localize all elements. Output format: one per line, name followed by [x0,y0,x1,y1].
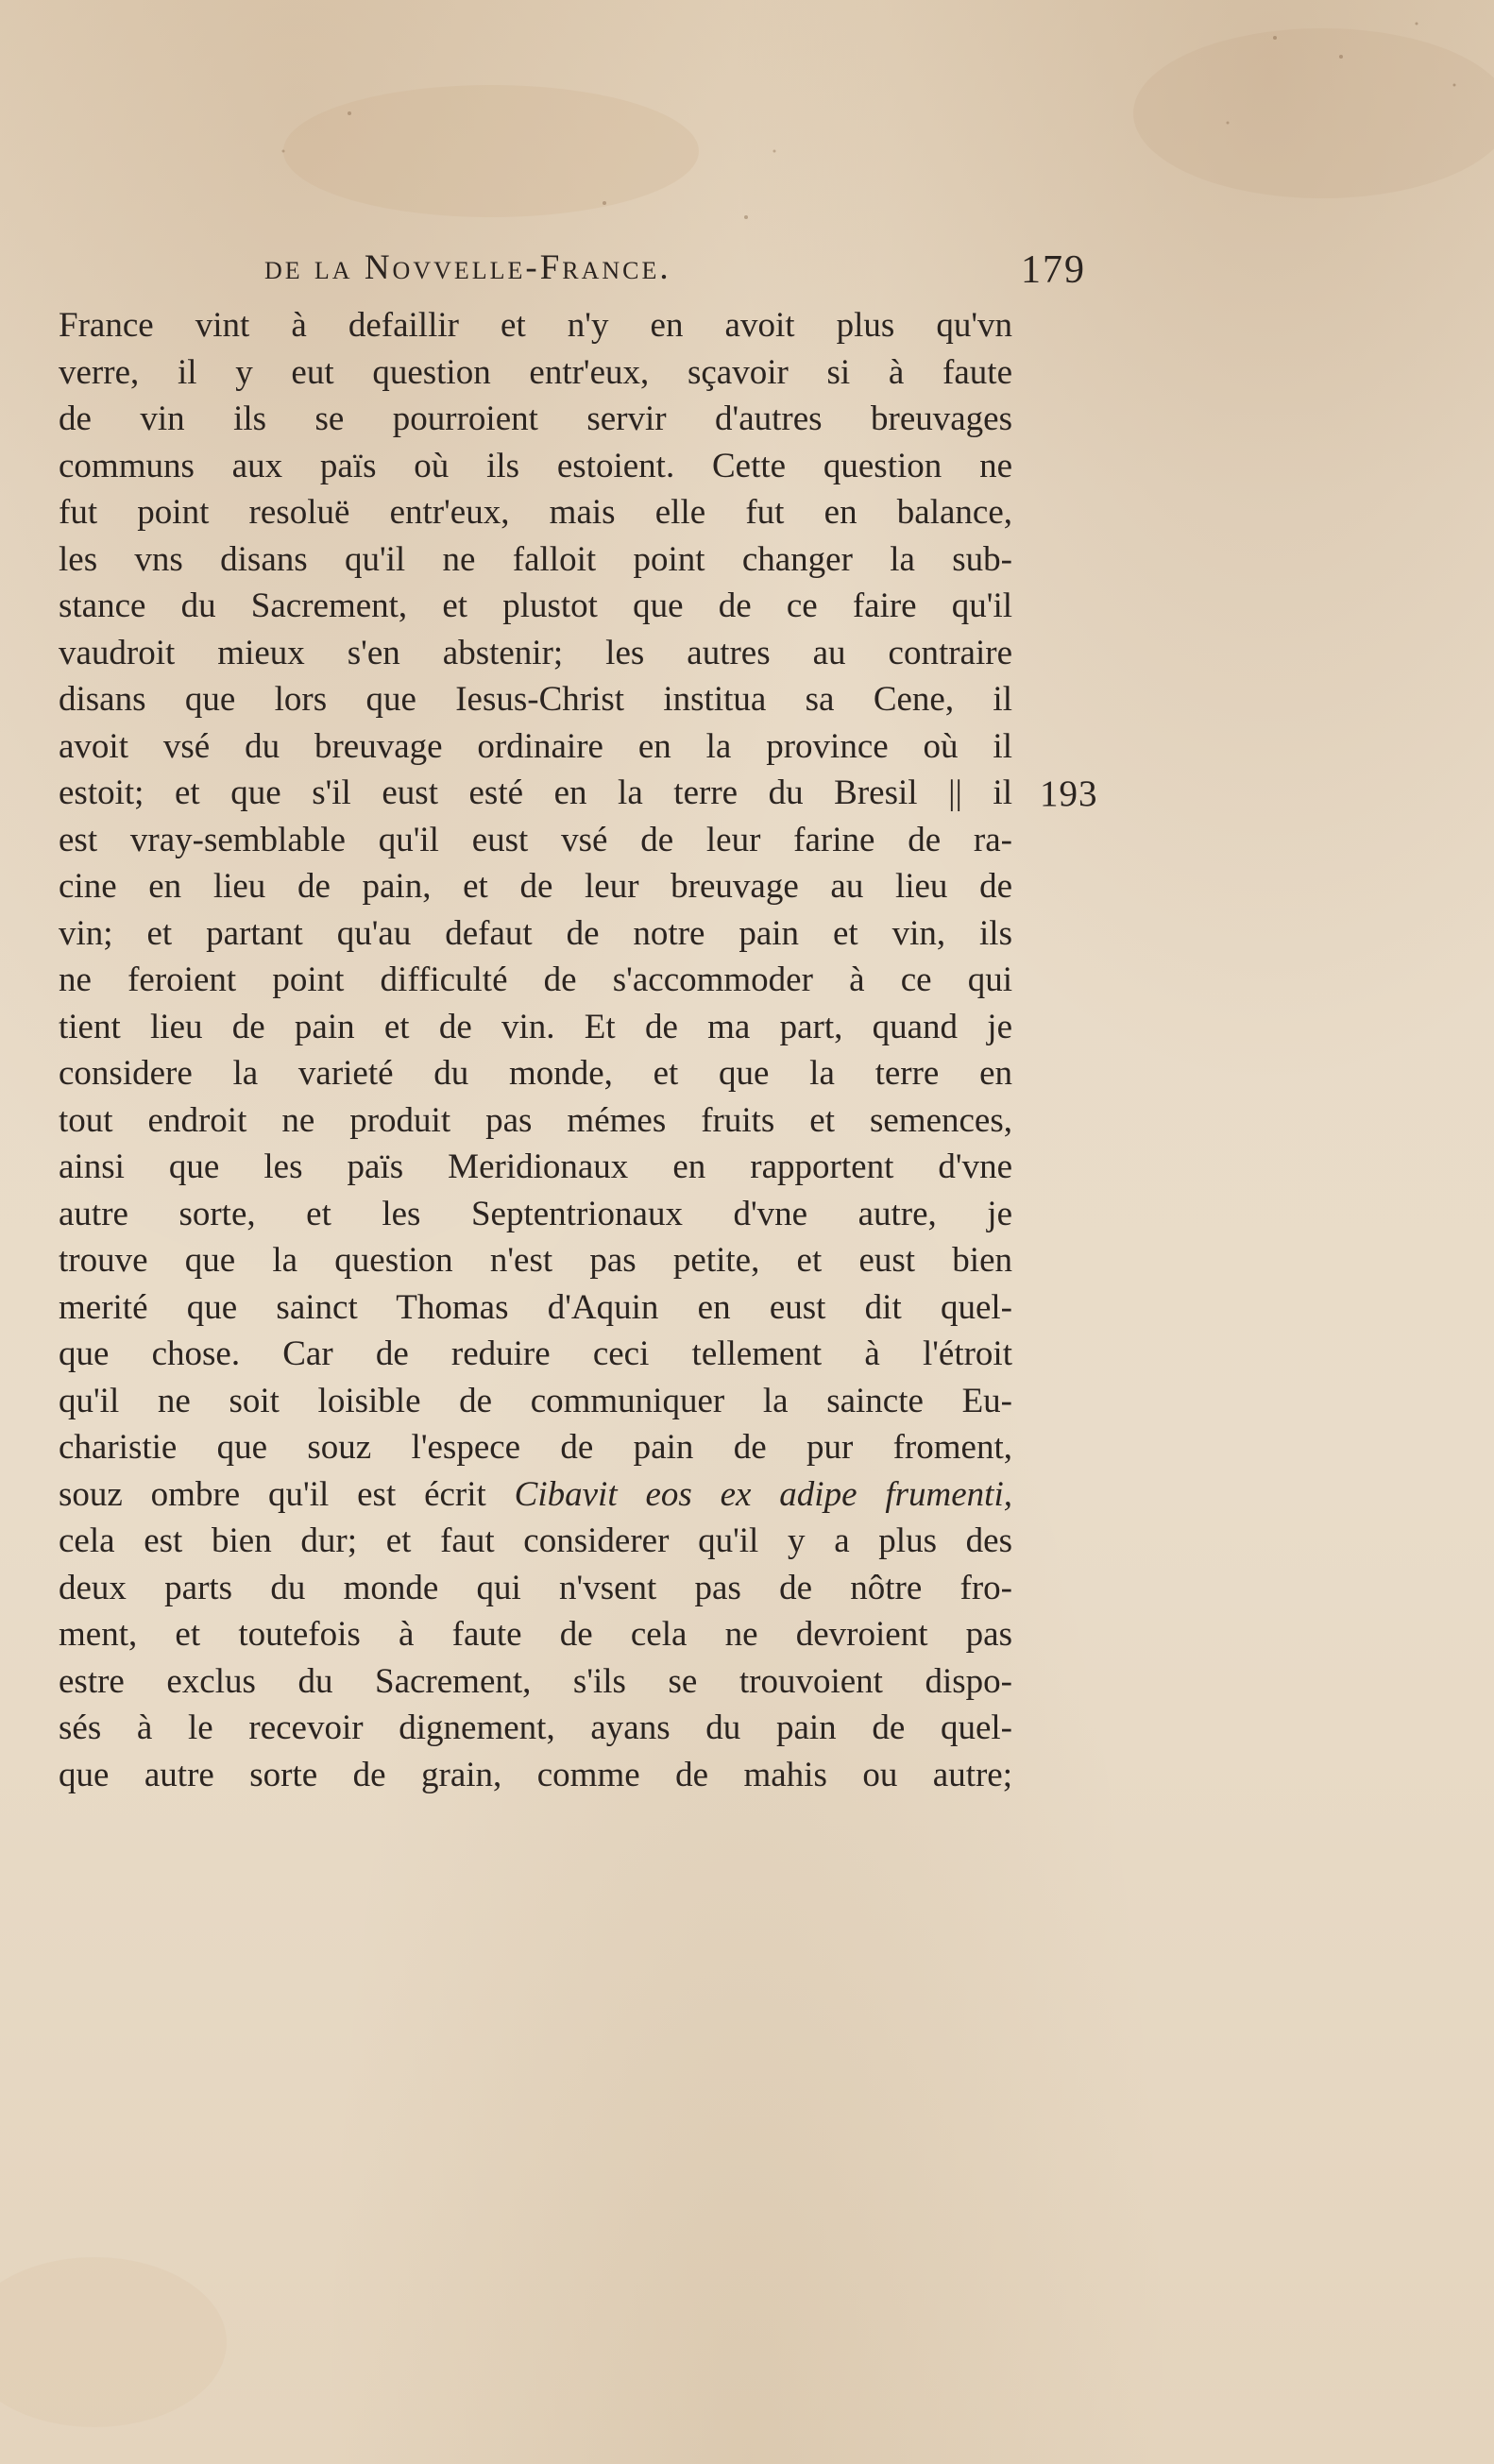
page-number: 179 [1021,248,1086,292]
running-head [264,247,1086,295]
running-title: de la Novvelle-France. [264,248,671,287]
text-line: deux parts du monde qui n'vsent pas de nôtre fro- [59,1568,1012,1607]
text-line: trouve que la question n'est pas petite, et eust bien [59,1241,1012,1280]
margin-page-reference: 193 [1040,773,1098,814]
text-line: estoit; et que s'il eust esté en la terre du Bresil || il [59,773,1012,812]
text-line: est vray-semblable qu'il eust vsé de leur farine de ra- [59,820,1012,859]
text-line: fut point resoluë entr'eux, mais elle fut en balance, [59,493,1012,532]
text-fragment: souz ombre qu'il est écrit [59,1474,515,1514]
text-line: ne feroient point difficulté de s'accommoder à ce qui [59,960,1012,999]
text-line: merité que sainct Thomas d'Aquin en eust dit quel- [59,1287,1012,1327]
body-text [59,302,1012,1798]
text-line: charistie que souz l'espece de pain de pur froment, [59,1428,1012,1467]
text-line: communs aux païs où ils estoient. Cette question ne [59,446,1012,485]
text-line: estre exclus du Sacrement, s'ils se trouvoient dispo- [59,1661,1012,1701]
text-line: que chose. Car de reduire ceci tellement à l'étroit [59,1334,1012,1373]
text-line: tout endroit ne produit pas mémes fruits et semences, [59,1100,1012,1140]
text-line: avoit vsé du breuvage ordinaire en la province où il [59,726,1012,766]
text-line: stance du Sacrement, et plustot que de ce faire qu'il [59,586,1012,625]
latin-quotation: Cibavit eos ex adipe frumenti, [514,1474,1012,1514]
text-line: tient lieu de pain et de vin. Et de ma part, quand je [59,1007,1012,1046]
text-line: ainsi que les païs Meridionaux en rapportent d'vne [59,1147,1012,1186]
text-line: France vint à defaillir et n'y en avoit plus qu'vn [59,306,1012,345]
text-line: verre, il y eut question entr'eux, sçavoir si à faute [59,352,1012,392]
text-line: les vns disans qu'il ne falloit point changer la sub- [59,539,1012,579]
text-line-with-quote [59,1471,1012,1519]
text-line: sés à le recevoir dignement, ayans du pain de quel- [59,1708,1012,1747]
text-line: vin; et partant qu'au defaut de notre pain et vin, ils [59,913,1012,953]
text-line: que autre sorte de grain, comme de mahis ou autre; [59,1755,1012,1794]
text-line: cela est bien dur; et faut considerer qu'il y a plus des [59,1521,1012,1560]
text-line: vaudroit mieux s'en abstenir; les autres au contraire [59,633,1012,672]
text-line: de vin ils se pourroient servir d'autres breuvages [59,399,1012,438]
text-line: considere la varieté du monde, et que la terre en [59,1054,1012,1093]
text-line: autre sorte, et les Septentrionaux d'vne autre, je [59,1194,1012,1233]
text-line: cine en lieu de pain, et de leur breuvage au lieu de [59,867,1012,906]
text-line: qu'il ne soit loisible de communiquer la saincte Eu- [59,1381,1012,1420]
text-line: ment, et toutefois à faute de cela ne devroient pas [59,1615,1012,1654]
text-line: disans que lors que Iesus-Christ institua sa Cene, il [59,680,1012,719]
